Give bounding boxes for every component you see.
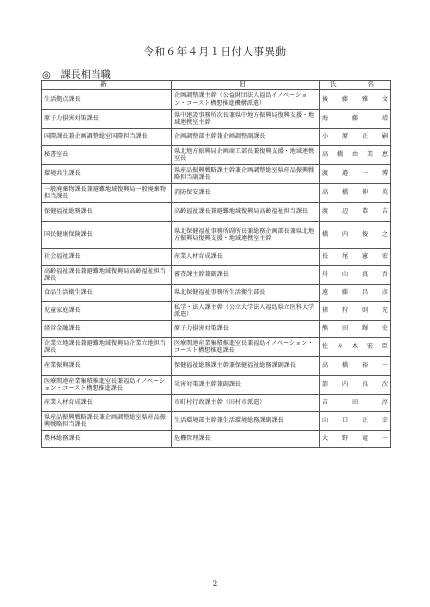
table-row [42, 203, 391, 222]
old-position: 危機管理課長 [172, 431, 320, 448]
table-row [42, 395, 391, 412]
old-position: 生活環境部主幹兼生活環境総務課副課長 [172, 412, 320, 431]
table-row [42, 302, 391, 321]
person-name-text: 箭 内 良 次 [322, 381, 388, 389]
header-name: 氏 名 [320, 81, 391, 90]
table-row [42, 376, 391, 395]
new-position: 産業振興課長 [42, 357, 172, 376]
new-position: 原子力損害対策課長 [42, 110, 172, 129]
table-row [42, 222, 391, 249]
person-name [320, 184, 391, 203]
new-position: 産業人材育成課長 [42, 395, 172, 412]
person-name [320, 146, 391, 165]
page-number: 2 [212, 580, 218, 588]
person-name-text: 海 藤 靖 [322, 115, 388, 123]
person-name-text: 橋 内 俊 之 [322, 231, 388, 239]
old-position: 県産品振興戦略課主幹兼企画調整総室県産品振興戦略担当副課長 [172, 165, 320, 184]
person-name [320, 412, 391, 431]
old-position: 原子力損害対策課長 [172, 321, 320, 338]
table-row [42, 249, 391, 266]
new-position: 医療関連産業集積推進室長兼福島イノベーション・コースト構想推進課長 [42, 376, 172, 395]
person-name [320, 129, 391, 146]
old-position: 審査課主幹兼副課長 [172, 266, 320, 285]
person-name [320, 110, 391, 129]
person-name [320, 90, 391, 110]
table-row [42, 165, 391, 184]
new-position: 生活拠点課長 [42, 90, 172, 110]
person-name-text: 渡 辺 恭 吉 [322, 208, 388, 216]
document-title: 令和６年４月１日付人事異動 [143, 46, 287, 58]
person-name-text: 佐 々 木 宏 臣 [322, 343, 388, 351]
table-row [42, 266, 391, 285]
new-position: 県産品振興戦略課長兼企画調整総室県産品振興戦略担当課長 [42, 412, 172, 431]
new-position: 経営金融課長 [42, 321, 172, 338]
old-position: 企画調整課主幹（公益財団法人福島イノベーション・コースト構想推進機構派遣） [172, 90, 320, 110]
old-position: 県北保健福祉事務所生活衛生部長 [172, 285, 320, 302]
person-name [320, 357, 391, 376]
person-name [320, 376, 391, 395]
person-name [320, 321, 391, 338]
old-position: 市町村行政課主幹（田村市派遣） [172, 395, 320, 412]
person-name [320, 395, 391, 412]
personnel-table [41, 80, 391, 448]
person-name-text: 舟 山 真 吾 [322, 271, 388, 279]
person-name [320, 338, 391, 357]
person-name [320, 266, 391, 285]
new-position: 秘書室長 [42, 146, 172, 165]
person-name [320, 249, 391, 266]
new-position: 国際課長兼企画調整総室国際担当課長 [42, 129, 172, 146]
table-row [42, 146, 391, 165]
new-position: 社会福祉課長 [42, 249, 172, 266]
person-name [320, 285, 391, 302]
table-row [42, 110, 391, 129]
table-row [42, 321, 391, 338]
table-header-row [42, 81, 391, 90]
new-position: 国民健康保険課長 [42, 222, 172, 249]
new-position: 児童家庭課長 [42, 302, 172, 321]
person-name-text: 山 口 正 幸 [322, 417, 388, 425]
person-name-text: 熊 田 輝 史 [322, 325, 388, 333]
person-name [320, 222, 391, 249]
table-row [42, 90, 391, 110]
old-position: 県北地方振興局企画商工部長兼復興支援・地域連携室長 [172, 146, 320, 165]
new-position: 高齢福祉課長兼避難地域復興局高齢福祉担当課長 [42, 266, 172, 285]
new-position: 食品生活衛生課長 [42, 285, 172, 302]
person-name-text: 大 野 竜 一 [322, 435, 388, 443]
table-row [42, 357, 391, 376]
old-position: 災害対策課主幹兼副課長 [172, 376, 320, 395]
person-name-text: 高 橋 裕 一 [322, 362, 388, 370]
person-name [320, 302, 391, 321]
person-name-text: 長 尾 憲 宏 [322, 253, 388, 261]
new-position: 一般廃棄物課長兼避難地域復興局一般廃棄物担当課長 [42, 184, 172, 203]
person-name-text: 高 橋 由 美 恵 [322, 151, 388, 159]
person-name-text: 遠 藤 昌 彦 [322, 289, 388, 297]
person-name [320, 165, 391, 184]
person-name-text: 吉 田 淳 [322, 399, 388, 407]
new-position: 農林総務課長 [42, 431, 172, 448]
new-position: 保健福祉総務課長 [42, 203, 172, 222]
table-row [42, 431, 391, 448]
new-position: 環境共生課長 [42, 165, 172, 184]
person-name [320, 431, 391, 448]
table-row [42, 129, 391, 146]
new-position: 企業立地課長兼避難地域復興局企業立地担当課長 [42, 338, 172, 357]
table-row [42, 412, 391, 431]
person-name [320, 203, 391, 222]
person-name-text: 渡 邉 一 博 [322, 170, 388, 178]
old-position: 高齢福祉課長兼避難地域復興局高齢福祉担当課長 [172, 203, 320, 222]
person-name-text: 小 原 正 嗣 [322, 133, 388, 141]
old-position: 県北保健福祉事務所副所長兼総務企画部長兼県北地方振興局復興支援・地域連携室主幹 [172, 222, 320, 249]
old-position: 私学・法人課主幹（公立大学法人福島県立医科大学派遣） [172, 302, 320, 321]
old-position: 医療関連産業集積推進室長兼福島イノベーション・コースト構想推進課長 [172, 338, 320, 357]
table-row [42, 338, 391, 357]
person-name-text: 高 橋 伸 英 [322, 189, 388, 197]
table-row [42, 184, 391, 203]
old-position: 企画調整部主幹兼企画調整副課長 [172, 129, 320, 146]
section-label: 課長相当職 [60, 70, 111, 81]
header-new: 新 [42, 81, 172, 90]
person-name-text: 後 藤 雅 文 [322, 95, 388, 103]
double-circle-icon: ◎ [42, 70, 51, 81]
old-position: 消防保安課長 [172, 184, 320, 203]
header-old: 旧 [172, 81, 320, 90]
old-position: 保健福祉総務課主幹兼保健福祉総務課副課長 [172, 357, 320, 376]
table-row [42, 285, 391, 302]
section-heading [42, 66, 111, 81]
old-position: 県中建設事務所次長兼県中地方振興局復興支援・地域連携室主幹 [172, 110, 320, 129]
person-name-text: 猪 狩 則 光 [322, 307, 388, 315]
old-position: 産業人材育成課長 [172, 249, 320, 266]
